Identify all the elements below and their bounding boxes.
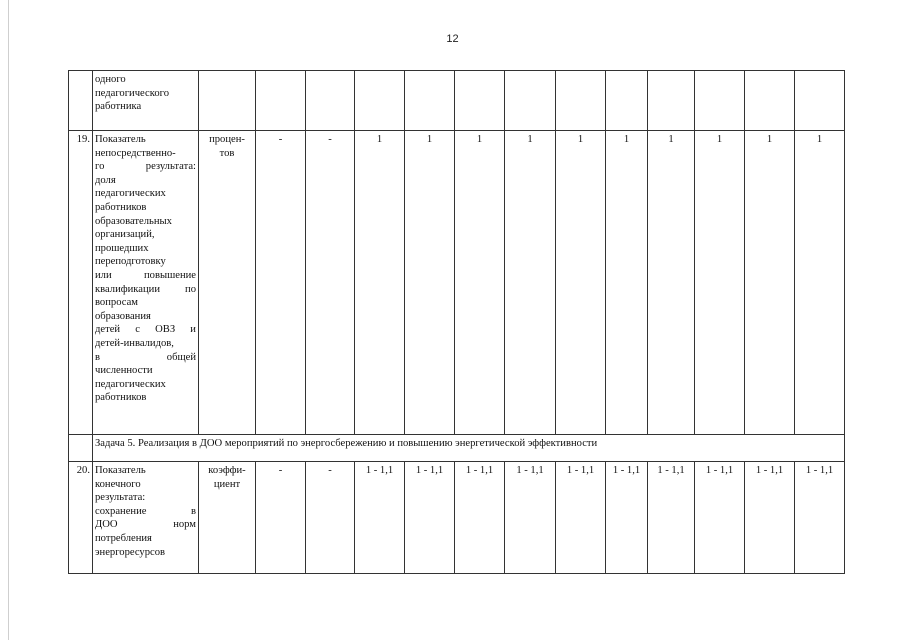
indicator-name-line <box>95 269 196 283</box>
indicator-name-line: одного <box>95 74 126 85</box>
unit-line: коэффи- <box>208 465 246 476</box>
value-cell: 1 - 1,1 <box>556 462 606 574</box>
indicator-name-line: конечного <box>95 478 141 490</box>
value-cell <box>606 71 648 131</box>
task-heading-cell: Задача 5. Реализация в ДОО мероприятий по энергосбережению и повышению энергетической эффективности <box>93 435 845 462</box>
row-number-cell <box>69 435 93 462</box>
value-cell: 1 - 1,1 <box>648 462 695 574</box>
value-cell: 1 - 1,1 <box>795 462 845 574</box>
value-cell: 1 - 1,1 <box>405 462 455 574</box>
table-row-20 <box>69 462 845 574</box>
value-cell <box>505 71 556 131</box>
value-cell <box>405 71 455 131</box>
unit-cell <box>199 462 256 574</box>
word: ДОО <box>95 519 118 531</box>
indicator-name-line: педагогических <box>95 188 166 200</box>
unit-cell <box>199 71 256 131</box>
row-number-cell: 20. <box>69 462 93 574</box>
row-number-cell <box>69 71 93 131</box>
indicator-name-line: доля <box>95 174 116 186</box>
indicator-name-line: результата: <box>95 492 146 504</box>
value-cell: 1 <box>745 131 795 435</box>
value-cell: 1 <box>556 131 606 435</box>
value-cell: 1 - 1,1 <box>695 462 745 574</box>
value-cell: 1 <box>648 131 695 435</box>
indicator-name-line: работников <box>95 201 147 213</box>
value-cell: 1 <box>795 131 845 435</box>
table-row-task-5 <box>69 435 845 462</box>
word: и <box>190 324 196 336</box>
indicator-name-line <box>95 323 196 337</box>
indicator-name-line: детей-инвалидов, <box>95 337 174 349</box>
indicator-name-line <box>95 283 196 297</box>
word: квалификации <box>95 283 160 295</box>
indicator-name-line: образования <box>95 310 151 322</box>
value-cell <box>795 71 845 131</box>
unit-line: процен- <box>209 134 245 145</box>
unit-cell <box>199 131 256 435</box>
binding-margin-line <box>8 0 9 640</box>
word: детей <box>95 324 121 336</box>
indicator-name-cell <box>93 131 199 435</box>
value-cell: 1 - 1,1 <box>606 462 648 574</box>
page-number: 12 <box>446 33 459 45</box>
indicator-name-line: образовательных <box>95 215 172 227</box>
value-cell <box>306 71 355 131</box>
word: повышение <box>144 269 196 281</box>
word: норм <box>173 519 196 531</box>
value-cell: 1 <box>355 131 405 435</box>
unit-line: циент <box>213 478 241 490</box>
value-cell: - <box>256 131 306 435</box>
value-cell: 1 - 1,1 <box>505 462 556 574</box>
indicator-name-line <box>95 505 196 519</box>
indicator-name-line: работников <box>95 392 147 404</box>
indicator-name-line <box>95 160 196 174</box>
indicator-name-line <box>95 351 196 365</box>
value-cell <box>745 71 795 131</box>
table-row-19 <box>69 131 845 435</box>
word: ОВЗ <box>155 324 176 336</box>
word: го <box>95 161 105 173</box>
word: общей <box>166 351 196 363</box>
indicators-table <box>68 70 845 574</box>
indicator-name-line: прошедших <box>95 242 149 254</box>
value-cell <box>556 71 606 131</box>
indicator-name-cell <box>93 462 199 574</box>
value-cell: 1 <box>505 131 556 435</box>
value-cell <box>355 71 405 131</box>
word: сохранение <box>95 505 147 517</box>
indicator-name-line: вопросам <box>95 297 138 309</box>
word: с <box>135 324 140 336</box>
indicator-name-line: педагогических <box>95 378 166 390</box>
indicator-name-cell <box>93 71 199 131</box>
value-cell: 1 - 1,1 <box>355 462 405 574</box>
indicator-name-line <box>95 518 196 532</box>
word: в <box>190 505 196 517</box>
row-number-cell: 19. <box>69 131 93 435</box>
indicator-name-line: энергоресурсов <box>95 546 166 558</box>
value-cell: - <box>306 462 355 574</box>
value-cell <box>648 71 695 131</box>
value-cell: - <box>256 462 306 574</box>
indicator-name-line: работника <box>95 101 142 113</box>
value-cell <box>455 71 505 131</box>
value-cell: 1 - 1,1 <box>455 462 505 574</box>
value-cell: - <box>306 131 355 435</box>
value-cell: 1 <box>695 131 745 435</box>
indicator-name-line: потребления <box>95 532 152 544</box>
value-cell <box>695 71 745 131</box>
indicator-name-line: Показатель <box>95 134 146 145</box>
indicator-name-line: педагогического <box>95 87 169 99</box>
value-cell: 1 <box>405 131 455 435</box>
value-cell: 1 - 1,1 <box>745 462 795 574</box>
value-cell: 1 <box>606 131 648 435</box>
indicator-name-line: численности <box>95 365 153 377</box>
unit-line: тов <box>219 147 235 159</box>
value-cell: 1 <box>455 131 505 435</box>
indicator-name-line: организаций, <box>95 229 155 241</box>
word: в <box>95 351 101 363</box>
word: результата: <box>145 161 196 173</box>
indicator-name-line: Показатель <box>95 465 146 476</box>
word: или <box>95 269 112 281</box>
table-row-continuation <box>69 71 845 131</box>
indicator-name-line: непосредственно- <box>95 147 176 159</box>
indicator-name-line: переподготовку <box>95 256 166 268</box>
value-cell <box>256 71 306 131</box>
word: по <box>185 283 196 295</box>
